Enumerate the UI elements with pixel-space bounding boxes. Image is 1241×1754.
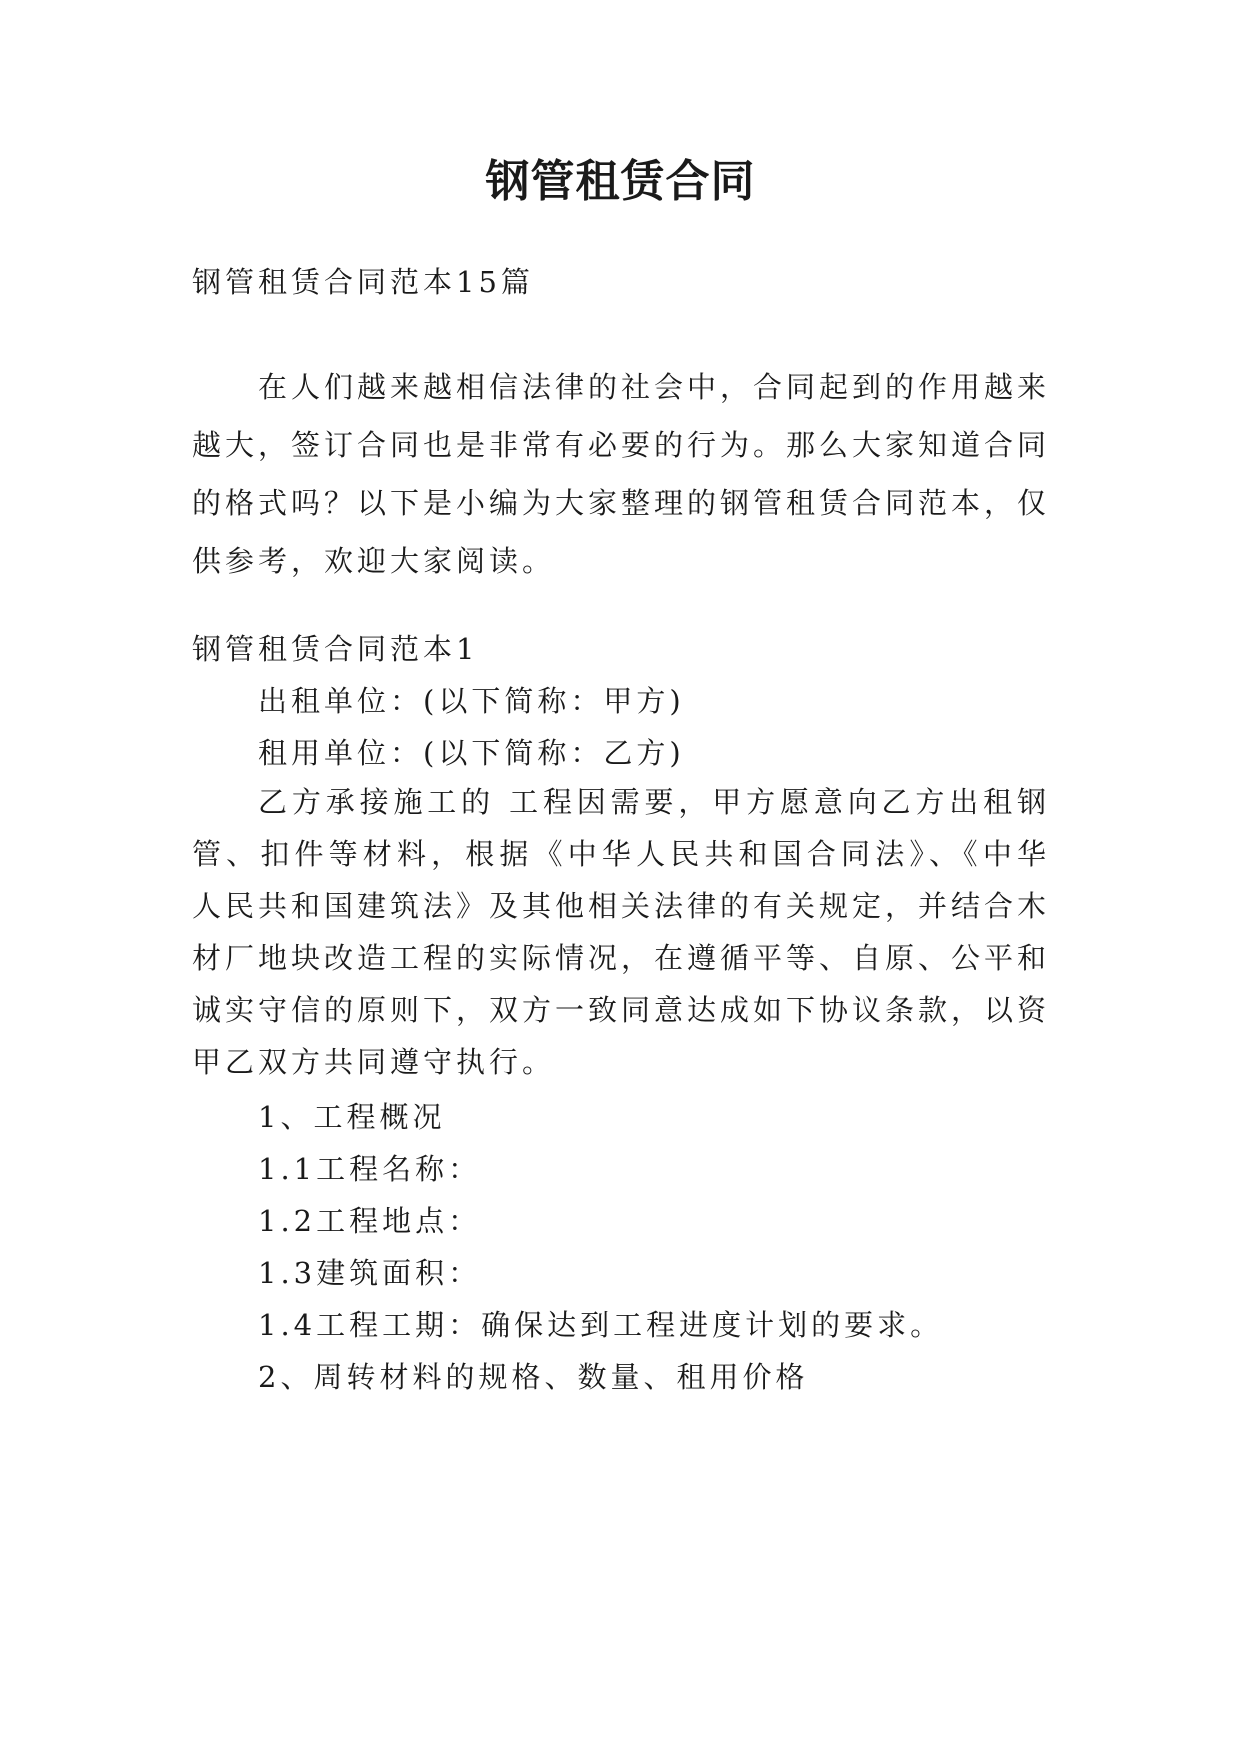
lessee-line: 租用单位：(以下简称：乙方) bbox=[258, 736, 685, 770]
section-title-1: 钢管租赁合同范本1 bbox=[192, 632, 479, 666]
clause-1: 1、工程概况 bbox=[258, 1100, 446, 1134]
document-title: 钢管租赁合同 bbox=[485, 156, 756, 207]
clause-1-2: 1.2工程地点： bbox=[258, 1204, 482, 1238]
clause-1-3: 1.3建筑面积： bbox=[258, 1256, 482, 1290]
clause-2: 2、周转材料的规格、数量、租用价格 bbox=[258, 1360, 809, 1394]
document-subtitle: 钢管租赁合同范本15篇 bbox=[192, 265, 534, 299]
clause-1-1: 1.1工程名称： bbox=[258, 1152, 482, 1186]
intro-paragraph: 在人们越来越相信法律的社会中，合同起到的作用越来越大，签订合同也是非常有必要的行为。那么大家知道合同的格式吗？以下是小编为大家整理的钢管租赁合同范本，仅供参考，欢迎大家阅读。 bbox=[192, 370, 1051, 578]
lessor-line: 出租单位：(以下简称：甲方) bbox=[258, 684, 685, 718]
body-paragraph: 乙方承接施工的 工程因需要，甲方愿意向乙方出租钢管、扣件等材料，根据《中华人民共和国合同法》、《中华人民共和国建筑法》及其他相关法律的有关规定，并结合木材厂地块改造工程的实际情况，在遵循平等、自原、公平和诚实守信的原则下，双方一致同意达成如下协议条款，以资甲乙双方共同遵守执行。 bbox=[192, 785, 1051, 1079]
clause-1-4: 1.4工程工期：确保达到工程进度计划的要求。 bbox=[258, 1308, 944, 1342]
